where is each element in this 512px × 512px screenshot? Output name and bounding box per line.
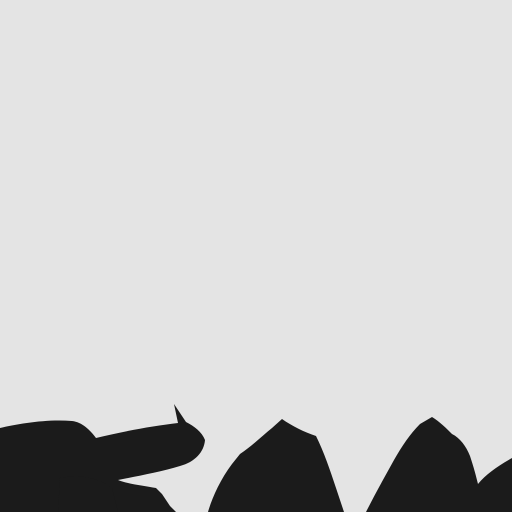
brush-stroke-right xyxy=(366,417,512,512)
brush-stroke-middle xyxy=(208,419,344,512)
